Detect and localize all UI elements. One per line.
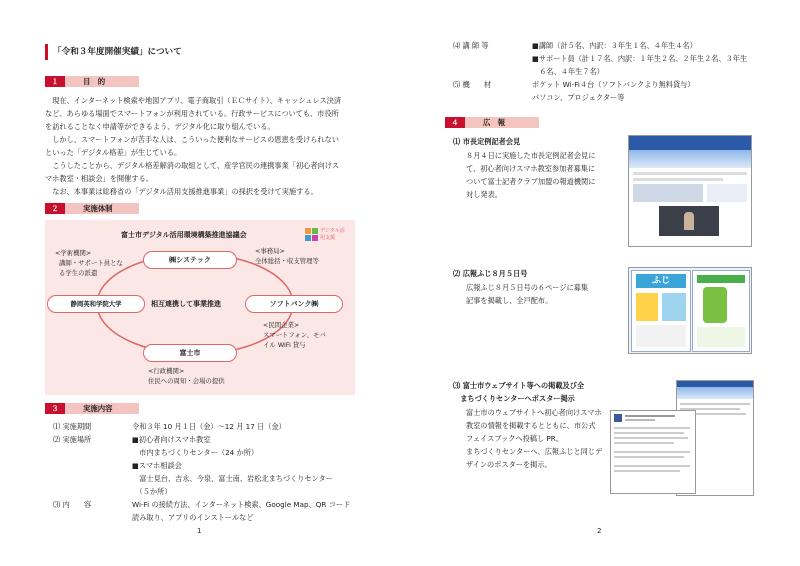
equipment-line: パソコン、プロジェクター等 [532, 93, 625, 102]
venue-line: 富士見台、吉永、今泉、富士南、岩松北まちづくりセンター [132, 474, 333, 483]
digital-support-logo [305, 226, 347, 250]
pr2-line: 記事を掲載し、全戸配布。 [466, 296, 553, 305]
purpose-line: しかし、スマートフォンが苦手な人は、こういった便利なサービスの恩恵を受けられない [45, 135, 339, 144]
section-number: １ [45, 76, 65, 87]
academic-text: 講師・サポート員とな [59, 259, 123, 267]
section-label: 実施体制 [65, 203, 139, 214]
private-label: <民間企業> [263, 321, 300, 329]
node-fuji-city: 富士市 [143, 344, 237, 362]
pr3-line: まちづくりセンターへ、広報ふじと同じデ [466, 447, 603, 456]
pr2-line: 広報ふじ８月５日号の６ページに募集 [466, 283, 589, 292]
pr3-line: フェイスブックへ投稿し PR。 [466, 434, 563, 443]
pr3-line: 富士市のウェブサイトへ初心者向けスマホ [466, 408, 602, 417]
pr3-heading: まちづくりセンターへポスター掲示 [453, 394, 575, 403]
purpose-line: マホ教室・相談会」を開催する。 [45, 174, 153, 183]
lecturer-line: ■サポート員（計１７名、内訳：１年生２名、２年生２名、３年生 [532, 54, 748, 63]
government-text: 住民への周知・会場の提供 [148, 377, 225, 385]
pr1-line: ８月４日に実施した市長定例記者会見に [466, 151, 596, 160]
venue-line: ■スマホ相談会 [132, 461, 182, 470]
center-label: 相互連携して事業推進 [151, 300, 221, 308]
purpose-line: なお、本事業は総務省の「デジタル活用支援推進事業」の採択を受けて実施する。 [45, 187, 318, 196]
section-purpose [45, 76, 139, 87]
lecturer-line: ６名、４年生７名） [532, 67, 604, 76]
purpose-line: など、あらゆる場面でスマートフォンが利用されている。行政サービスについても、市役所 [45, 109, 339, 118]
equipment-label: ⑸ 機 材 [453, 80, 492, 89]
section-number: ３ [45, 403, 65, 414]
content-line: Wi-Fi の接続方法、インターネット検索、Google Map、QR コード [132, 500, 351, 509]
private-text: イル WiFi 貸与 [263, 341, 306, 349]
period-label: ⑴ 実施期間 [53, 422, 92, 431]
pr2-heading: ⑵ 広報ふじ８月５日号 [453, 269, 528, 278]
facebook-post-screenshot [610, 410, 696, 494]
secretariat-label: <事務局> [255, 247, 285, 255]
secretariat-text: 全体総括・収支管理等 [255, 257, 319, 265]
lecturer-line: ■講師（計５名、内訳：３年生１名、４年生４名） [532, 41, 697, 50]
section-details [45, 403, 139, 414]
academic-label: <学術機関> [55, 249, 92, 257]
venue-line: （５か所） [132, 487, 172, 496]
content-label: ⑶ 内 容 [53, 500, 92, 509]
page-number: 1 [197, 527, 202, 535]
page-title: 「令和３年度開催実績」について [45, 44, 182, 60]
private-text: スマートフォン、モバ [263, 331, 326, 339]
pr3-heading: ⑶ 富士市ウェブサイト等への掲載及び全 [453, 381, 585, 390]
purpose-line: こうしたことから、デジタル格差解消の取組として、産学官民の連携事業「初心者向けス [45, 161, 340, 170]
node-systec: ㈱システック [143, 251, 237, 269]
logo-text: デジタル活用支援 [320, 228, 345, 241]
magazine-title: ふじ [636, 274, 686, 288]
page-2 [400, 0, 800, 566]
section-label: 実施内容 [65, 403, 139, 414]
equipment-line: ポケット Wi-Fi４台（ソフトバンクより無料貸与） [532, 80, 695, 89]
section-label: 目 的 [65, 76, 139, 87]
section-number: ４ [445, 117, 465, 128]
section-publicity [445, 117, 539, 128]
section-label: 広 報 [465, 117, 539, 128]
node-softbank: ソフトバンク㈱ [245, 295, 343, 313]
koho-fuji-magazine [628, 267, 752, 354]
press-conference-screenshot [628, 135, 752, 247]
page-number: 2 [597, 527, 602, 535]
pr1-line: 対し発表。 [466, 190, 502, 199]
purpose-line: を訪れることなく申請等ができるよう、デジタル化に取り組んでいる。 [45, 122, 275, 131]
pr1-heading: ⑴ 市長定例記者会見 [453, 137, 521, 146]
venue-label: ⑵ 実施場所 [53, 435, 92, 444]
node-university: 静岡英和学院大学 [47, 295, 145, 313]
academic-text: る学生の派遣 [59, 269, 98, 277]
pr1-line: て、初心者向けスマホ教室参加者募集に [466, 164, 596, 173]
venue-line: 市内まちづくりセンター（24 か所） [132, 448, 259, 457]
pr3-line: ザインのポスターを掲示。 [466, 460, 552, 469]
section-structure [45, 203, 139, 214]
government-label: <行政機関> [148, 367, 185, 375]
section-number: ２ [45, 203, 65, 214]
council-title: 富士市デジタル活用環境構築推進協議会 [121, 231, 247, 239]
pr3-line: 教室の情報を掲載するとともに、市公式 [466, 421, 596, 430]
purpose-line: 現在、インターネット検索や地図アプリ、電子商取引（ＥＣサイト）、キャッシュレス決済 [45, 96, 342, 105]
lecturer-label: ⑷ 講 師 等 [453, 41, 489, 50]
pr1-line: ついて富士記者クラブ加盟の報道機関に [466, 177, 596, 186]
venue-line: ■初心者向けスマホ教室 [132, 435, 211, 444]
period-value: 令和３年 10 月１日（金）～12 月 17 日（金） [132, 422, 286, 431]
content-line: 読み取り、アプリのインストールなど [132, 513, 254, 522]
structure-diagram [45, 220, 355, 395]
purpose-line: といった「デジタル格差」が生じている。 [45, 148, 182, 157]
